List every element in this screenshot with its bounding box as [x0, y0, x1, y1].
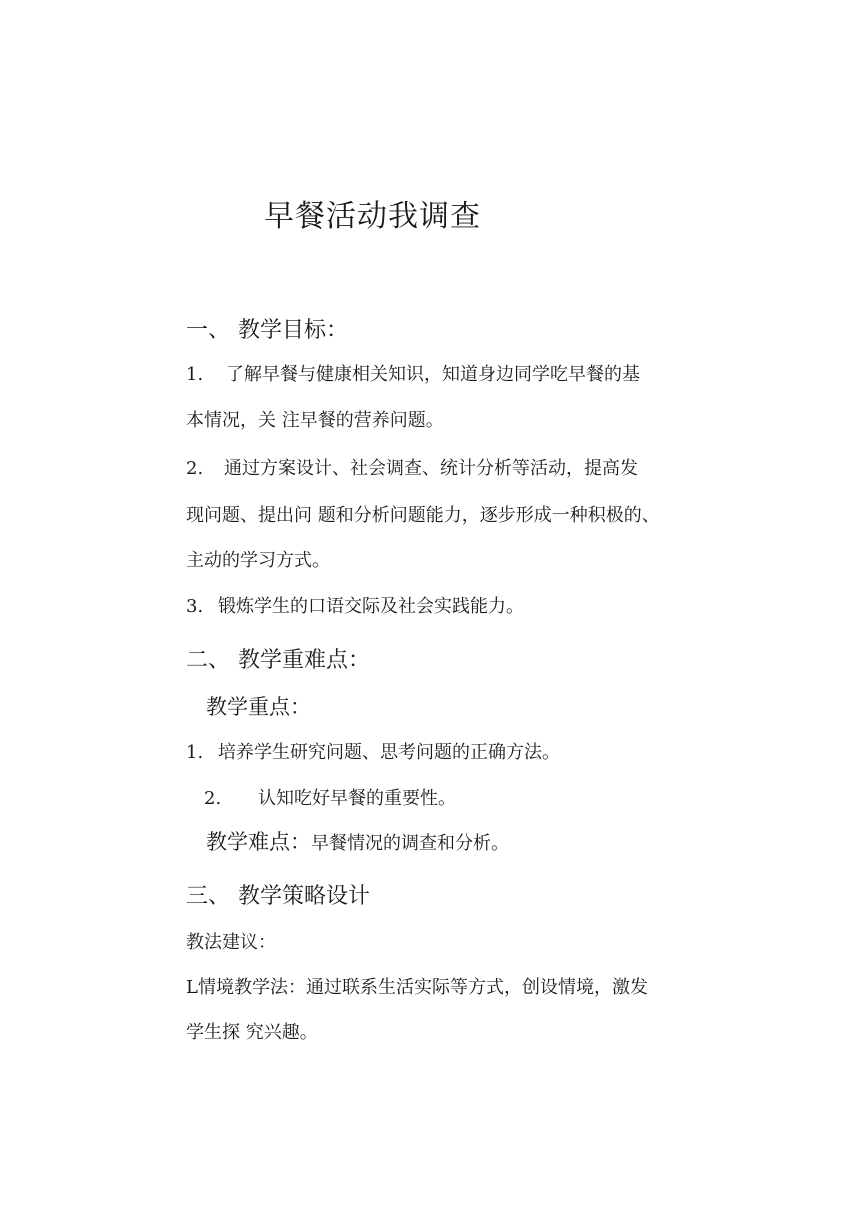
document-title: 早餐活动我调查: [264, 199, 481, 234]
key-point-2: [204, 784, 456, 810]
difficulty-text: 早餐情况的调查和分析。: [311, 833, 509, 854]
item-text: 了解早餐与健康相关知识，知道身边同学吃早餐的基: [226, 364, 640, 385]
section-heading-objectives: [186, 313, 348, 344]
section-heading-strategy: [186, 879, 370, 910]
method-item-1-cont: 学生探 究兴趣。: [186, 1022, 318, 1043]
item-number: 2.: [204, 788, 222, 809]
difficulty-line: [206, 826, 509, 856]
item-number: 3.: [186, 596, 204, 617]
key-points-label: 教学重点：: [206, 695, 311, 719]
section-number: 二、: [186, 648, 231, 673]
item-number: 1.: [186, 742, 204, 763]
item-number: 1.: [186, 364, 204, 385]
objective-item-2-cont: 现问题、提出问 题和分析问题能力，逐步形成一种积极的、: [186, 505, 660, 526]
item-text: 通过方案设计、社会调查、统计分析等活动，提高发: [224, 458, 638, 479]
objective-item-1-cont: 本情况，关 注早餐的营养问题。: [186, 410, 444, 431]
method-label: 教法建议：: [186, 932, 276, 953]
section-number: 三、: [186, 884, 231, 909]
objective-item-3: [186, 592, 524, 618]
item-number: 2.: [186, 458, 204, 479]
item-text: 培养学生研究问题、思考问题的正确方法。: [218, 742, 560, 763]
section-title: 教学重难点：: [238, 648, 371, 673]
item-text: 认知吃好早餐的重要性。: [258, 788, 456, 809]
section-title: 教学策略设计: [238, 884, 371, 909]
difficulty-label: 教学难点：: [206, 830, 311, 854]
key-point-1: [186, 738, 560, 764]
objective-item-2: [186, 454, 638, 480]
objective-item-1: [186, 360, 640, 386]
objective-item-2-cont2: 主动的学习方式。: [186, 550, 330, 571]
item-text: 锻炼学生的口语交际及社会实践能力。: [218, 596, 524, 617]
section-title: 教学目标：: [238, 318, 349, 343]
section-heading-key-points: [186, 643, 370, 674]
section-number: 一、: [186, 318, 231, 343]
method-item-1: L情境教学法：通过联系生活实际等方式，创设情境，激发: [186, 977, 648, 998]
